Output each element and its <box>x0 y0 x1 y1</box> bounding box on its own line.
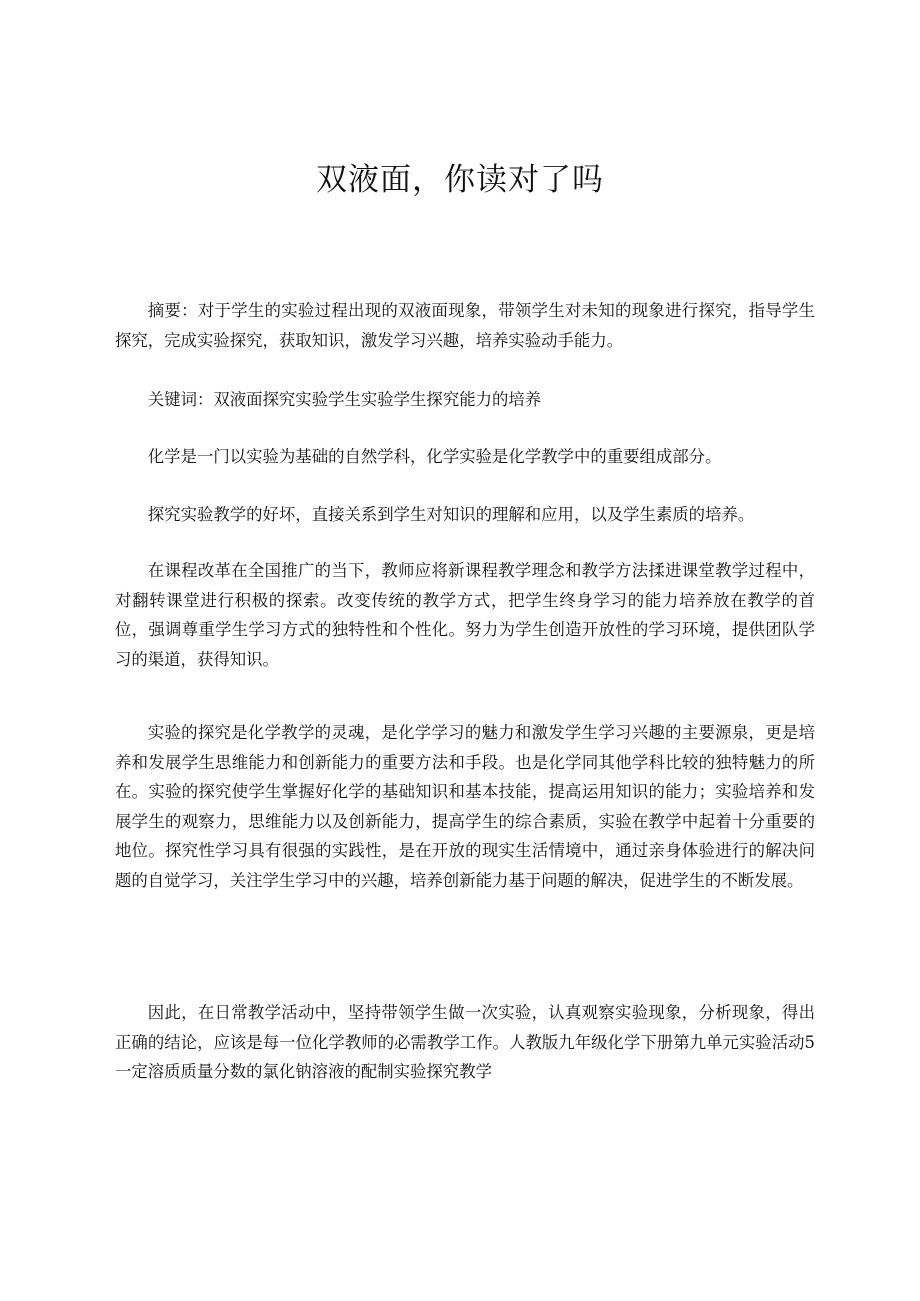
body-paragraph: 实验的探究是化学教学的灵魂，是化学学习的魅力和激发学生学习兴趣的主要源泉，更是培养和发展学生思维能力和创新能力的重要方法和手段。也是化学同其他学科比较的独特魅力的所在。实验的探究使学生掌握好化学的基础知识和基本技能，提高运用知识的能力；实验培养和发展学生的观察力，思维能力以及创新能力，提高学生的综合素质，实验在教学中起着十分重要的地位。探究性学习具有很强的实践性，是在开放的现实生活情境中，通过亲身体验进行的解决问题的自觉学习，关注学生学习中的兴趣，培养创新能力基于问题的解决，促进学生的不断发展。 <box>115 723 815 890</box>
keywords-paragraph: 关键词：双液面探究实验学生实验学生探究能力的培养 <box>147 390 542 409</box>
body-paragraph: 在课程改革在全国推广的当下，教师应将新课程教学理念和教学方法揉进课堂教学过程中，对翻转课堂进行积极的探索。改变传统的教学方式，把学生终身学习的能力培养放在教学的首位，强调尊重学生学习方式的独特性和个性化。努力为学生创造开放性的学习环境，提供团队学习的渠道，获得知识。 <box>115 561 815 669</box>
body-paragraph: 探究实验教学的好坏，直接关系到学生对知识的理解和应用，以及学生素质的培养。 <box>147 505 755 524</box>
abstract-paragraph: 摘要：对于学生的实验过程出现的双液面现象，带领学生对未知的现象进行探究，指导学生探究，完成实验探究，获取知识，激发学习兴趣，培养实验动手能力。 <box>115 301 815 350</box>
body-paragraph: 因此，在日常教学活动中，坚持带领学生做一次实验，认真观察实验现象，分析现象，得出正确的结论，应该是每一位化学教师的必需教学工作。人教版九年级化学下册第九单元实验活动5一定溶质质量分数的氯化钠溶液的配制实验探究教学 <box>115 1003 815 1081</box>
document-title: 双液面，你读对了吗 <box>316 162 604 198</box>
body-paragraph: 化学是一门以实验为基础的自然学科，化学实验是化学教学中的重要组成部分。 <box>147 447 722 466</box>
